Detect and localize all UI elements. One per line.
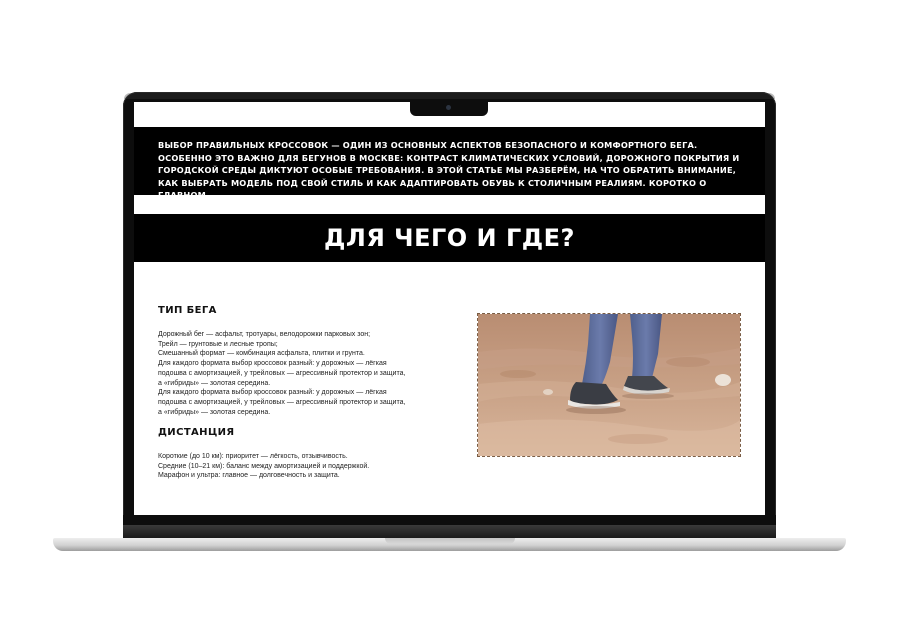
list-item: подошва с амортизацией, у трейловых — агрессивный протектор и защита,	[158, 369, 406, 377]
list-item: Трейл — грунтовые и лесные тропы;	[158, 340, 278, 348]
screen	[134, 102, 765, 515]
screen-bottom-bezel	[123, 515, 776, 525]
run-type-list	[158, 330, 423, 417]
list-item: Средние (10–21 км): баланс между амортизацией и поддержкой.	[158, 462, 370, 470]
distance-list	[158, 452, 423, 481]
webcam-icon	[446, 105, 451, 110]
runner-photo	[478, 314, 740, 456]
list-item: а «гибриды» — золотая середина.	[158, 408, 271, 416]
laptop-thumb-notch	[385, 538, 515, 544]
intro-text: ВЫБОР ПРАВИЛЬНЫХ КРОССОВОК — ОДИН ИЗ ОСНОВНЫХ АСПЕКТОВ БЕЗОПАСНОГО И КОМФОРТНОГО БЕГА. ОСОБЕННО ЭТО ВАЖНО ДЛЯ БЕГУНОВ В МОСКВЕ: КОНТРАСТ КЛИМАТИЧЕСКИХ УСЛОВИЙ, ДОРОЖНОГО ПОКРЫТИЯ И ГОРОДСКОЙ СРЕДЫ ДИКТУЮТ ОСОБЫЕ ТРЕБОВАНИЯ. В ЭТОЙ СТАТЬЕ МЫ РАЗБЕРЁМ, НА ЧТО ОБРАТИТЬ ВНИМАНИЕ, КАК ВЫБРАТЬ МОДЕЛЬ ПОД СВОЙ СТИЛЬ И КАК АДАПТИРОВАТЬ ОБУВЬ К СТОЛИЧНЫМ РЕАЛИЯМ. КОРОТКО О ГЛАВНОМ.	[158, 140, 740, 200]
section-title-band	[134, 214, 765, 262]
laptop-hinge	[123, 525, 776, 538]
list-item: Смешанный формат — комбинация асфальта, плитки и грунта.	[158, 350, 365, 358]
list-item: Для каждого формата выбор кроссовок разный: у дорожных — лёгкая	[158, 360, 387, 368]
runner-legs-image	[478, 314, 740, 456]
list-item: подошва с амортизацией, у трейловых — агрессивный протектор и защита,	[158, 398, 406, 406]
intro-band	[134, 127, 765, 200]
list-item: а «гибриды» — золотая середина.	[158, 379, 271, 387]
list-item: Короткие (до 10 км): приоритет — лёгкость, отзывчивость.	[158, 453, 348, 460]
camera-notch	[410, 102, 488, 116]
list-item: Для каждого формата выбор кроссовок разный: у дорожных — лёгкая	[158, 389, 387, 397]
distance-heading: ДИСТАНЦИЯ	[158, 427, 235, 438]
run-type-heading: ТИП БЕГА	[158, 305, 217, 316]
list-item: Марафон и ультра: главное — долговечность и защита.	[158, 472, 340, 480]
section-title: ДЛЯ ЧЕГО И ГДЕ?	[324, 224, 575, 252]
list-item: Дорожный бег — асфальт, тротуары, велодорожки парковых зон;	[158, 331, 371, 338]
